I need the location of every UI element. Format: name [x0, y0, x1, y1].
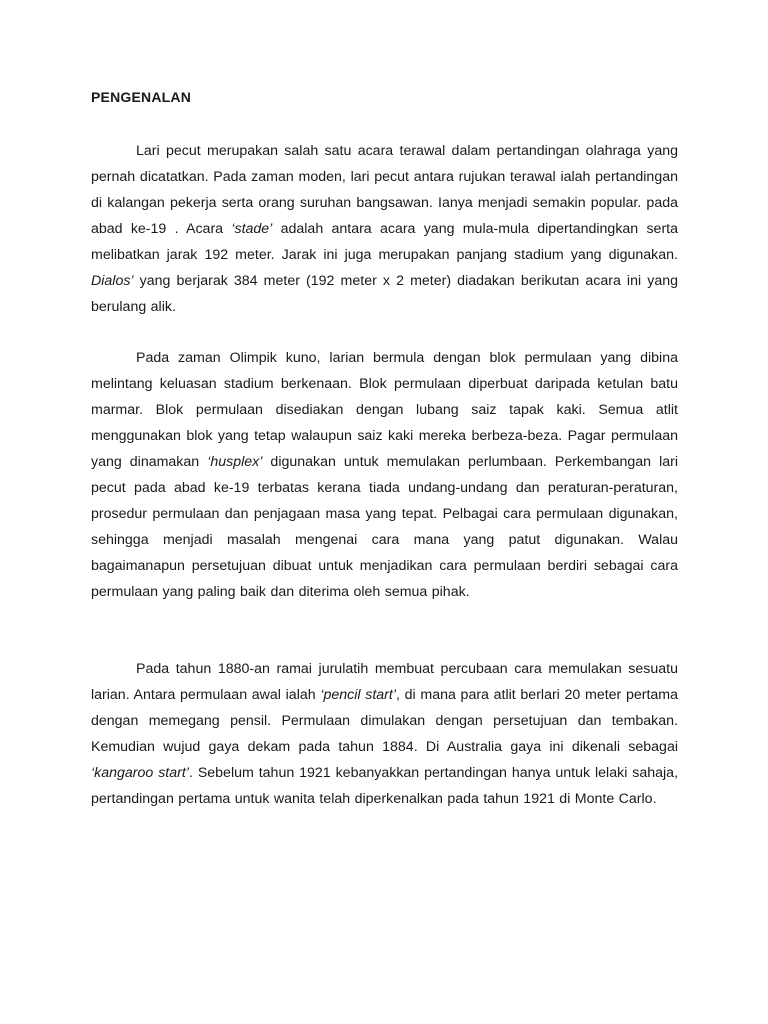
paragraph-2-italic-husplex: ‘husplex’: [207, 454, 263, 470]
section-heading: PENGENALAN: [91, 89, 192, 105]
paragraph-2-text-2: digunakan untuk memulakan perlumbaan. Perkembangan lari pecut pada abad ke-19 terbatas kerana tiada undang-undang dan peraturan-peraturan, prosedur permulaan dan penjagaan masa yang tepat. Pelbagai cara permulaan digunakan, sehingga menjadi masalah mengenai cara mana yang patut digunakan. Walau bagaimanapun persetujuan dibuat untuk menjadikan cara permulaan berdiri sebagai cara permulaan yang paling baik dan diterima oleh semua pihak.: [91, 454, 679, 600]
paragraph-2: [91, 345, 678, 605]
paragraph-3-text-3: . Sebelum tahun 1921 kebanyakkan pertandingan hanya untuk lelaki sahaja, pertandingan pertama untuk wanita telah diperkenalkan pada tahun 1921 di Monte Carlo.: [91, 765, 679, 807]
paragraph-1: [91, 138, 678, 320]
paragraph-1-italic-stade: ‘stade’: [231, 221, 273, 237]
paragraph-3-text-2: , di mana para atlit berlari 20 meter pertama dengan memegang pensil. Permulaan dimulakan dengan persetujuan dan tembakan. Kemudian wujud gaya dekam pada tahun 1884. Di Australia gaya ini dikenali sebagai: [91, 687, 679, 755]
paragraph-1-italic-dialos: Dialos’: [91, 273, 134, 289]
paragraph-2-text-1: Pada zaman Olimpik kuno, larian bermula dengan blok permulaan yang dibina melintang keluasan stadium berkenaan. Blok permulaan diperbuat daripada ketulan batu marmar. Blok permulaan disediakan dengan lubang saiz tapak kaki. Semua atlit menggunakan blok yang tetap walaupun saiz kaki mereka berbeza-beza. Pagar permulaan yang dinamakan: [91, 350, 678, 470]
paragraph-3-text-1: Pada tahun 1880-an ramai jurulatih membuat percubaan cara memulakan sesuatu larian. Antara permulaan awal ialah: [91, 661, 678, 703]
paragraph-1-text-2: adalah antara acara yang mula-mula dipertandingkan serta melibatkan jarak 192 meter. Jarak ini juga merupakan panjang stadium yang digunakan.: [91, 221, 678, 263]
paragraph-3-italic-pencil-start: ‘pencil start’: [320, 687, 396, 703]
paragraph-3: [91, 656, 678, 812]
paragraph-1-text-3: yang berjarak 384 meter (192 meter x 2 meter) diadakan berikutan acara ini yang berulang alik.: [91, 273, 678, 315]
paragraph-3-italic-kangaroo-start: ‘kangaroo start’: [91, 765, 189, 781]
paragraph-1-text-1: Lari pecut merupakan salah satu acara terawal dalam pertandingan olahraga yang pernah dicatatkan. Pada zaman moden, lari pecut antara rujukan terawal ialah pertandingan di kalangan pekerja serta orang suruhan bangsawan. Ianya menjadi semakin popular. pada abad ke-19 . Acara: [91, 143, 678, 237]
